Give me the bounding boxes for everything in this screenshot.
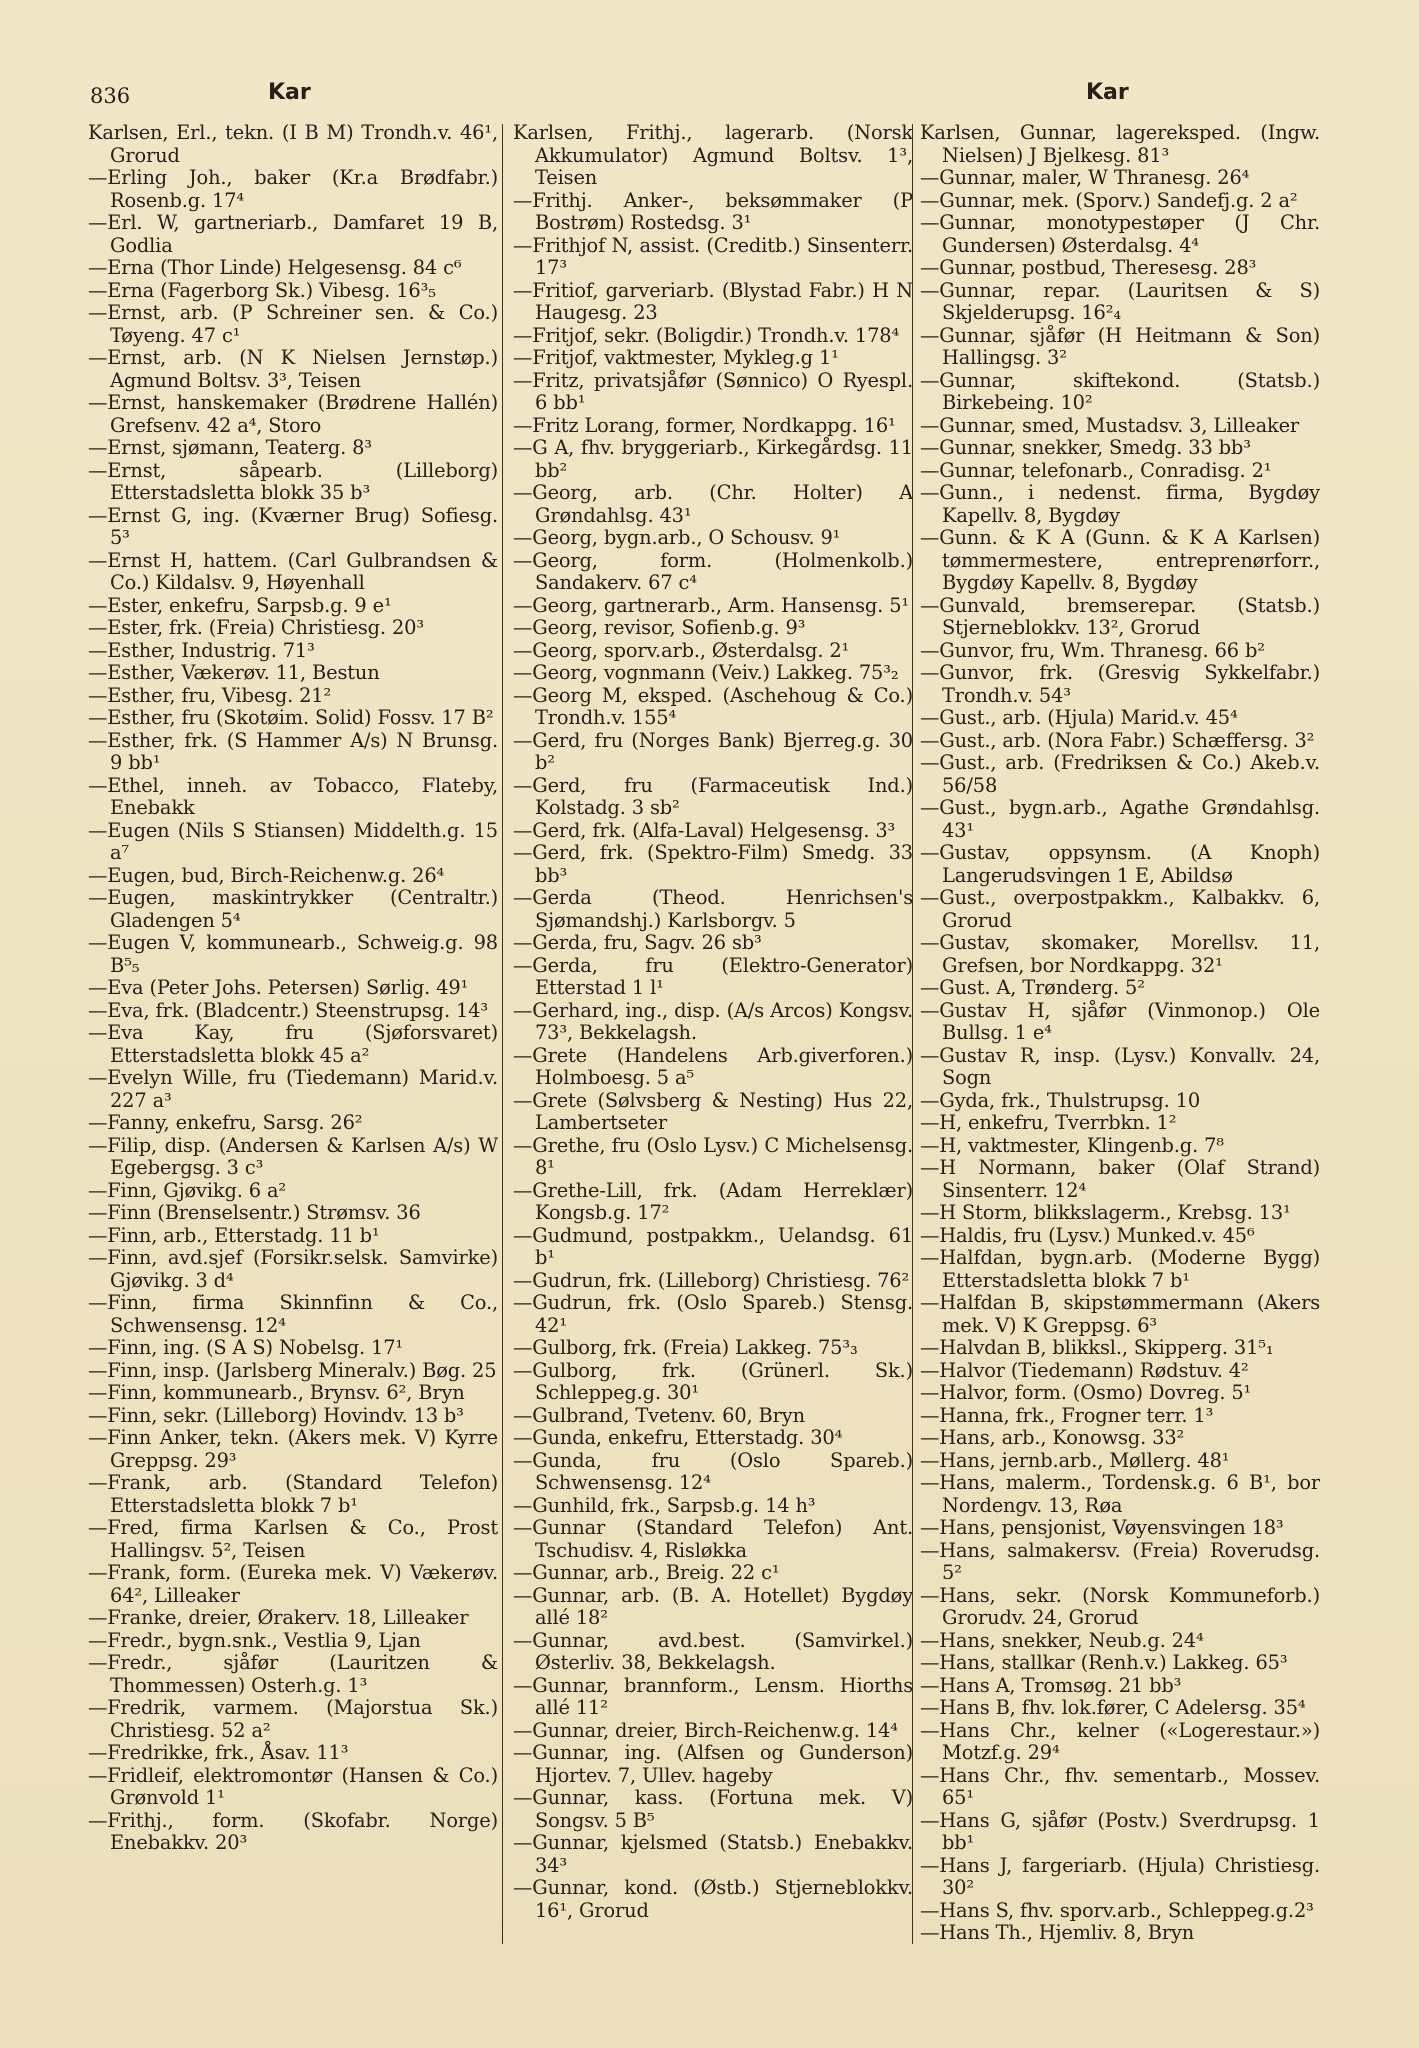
- directory-entry: —Georg, vognmann (Veiv.) Lakkeg. 75³₂: [513, 661, 899, 684]
- directory-entry: —Gunda, enkefru, Etterstadg. 30⁴: [513, 1426, 843, 1449]
- directory-entry: —Gunvald, bremserepar. (Statsb.) Stjerneblokkv. 13², Grorud: [920, 593, 1320, 639]
- directory-entry: —Ester, enkefru, Sarpsb.g. 9 e¹: [88, 593, 392, 617]
- directory-entry: —Gunnar, arb., Breig. 22 c¹: [513, 1561, 780, 1584]
- directory-entry: —Halvor (Tiedemann) Rødstuv. 4²: [920, 1358, 1249, 1382]
- directory-entry: —Georg, arb. (Chr. Holter) A Grøndahlsg. 43¹: [513, 481, 913, 527]
- directory-entry: —Hans Chr., fhv. sementarb., Mossev. 65¹: [920, 1763, 1320, 1809]
- directory-entry: —Fritz Lorang, former, Nordkappg. 16¹: [513, 413, 896, 437]
- directory-entry: —Gunnar, kass. (Fortuna mek. V) Songsv. 5 B⁵: [513, 1786, 913, 1832]
- directory-entry: —Gustav, oppsynsm. (A Knoph) Langerudsvingen 1 E, Abildsø: [920, 841, 1320, 887]
- directory-entry: —Gust., overpostpakkm., Kalbakkv. 6, Grorud: [920, 886, 1320, 932]
- directory-entry: —Frank, form. (Eureka mek. V) Vækerøv. 64², Lilleaker: [88, 1561, 498, 1607]
- directory-entry: —Esther, frk. (S Hammer A/s) N Brunsg. 9 bb¹: [88, 728, 498, 774]
- directory-entry: —Gunnar, skiftekond. (Statsb.) Birkebeing. 10²: [920, 368, 1320, 414]
- directory-entry: —Hans G, sjåfør (Postv.) Sverdrupsg. 1 bb¹: [920, 1808, 1320, 1854]
- directory-entry: —Hans, arb., Konowsg. 33²: [920, 1426, 1185, 1449]
- directory-entry: —Gerda (Theod. Henrichsen's Sjømandshj.) Karlsborgv. 5: [513, 886, 913, 932]
- directory-entry: —Gunnar, postbud, Theresesg. 28³: [920, 256, 1257, 279]
- directory-entry: —Hans, sekr. (Norsk Kommuneforb.) Grorudv. 24, Grorud: [920, 1583, 1320, 1629]
- directory-entry: —Fred, firma Karlsen & Co., Prost Hallingsv. 5², Teisen: [88, 1516, 498, 1562]
- directory-entry: —Ester, frk. (Freia) Christiesg. 20³: [88, 616, 424, 639]
- directory-entry: —Halfdan B, skipstømmermann (Akers mek. V) K Greppsg. 6³: [920, 1291, 1320, 1337]
- directory-entry: —Hans, stallkar (Renh.v.) Lakkeg. 65³: [920, 1651, 1288, 1674]
- directory-entry: —Fritjof, vaktmester, Mykleg.g 1¹: [513, 346, 839, 369]
- directory-entry: —Franke, dreier, Ørakerv. 18, Lilleaker: [88, 1606, 469, 1629]
- directory-entry: —Gudrun, frk. (Oslo Spareb.) Stensg. 42¹: [513, 1291, 913, 1337]
- directory-entry: —Gulborg, frk. (Grünerl. Sk.) Schleppeg.g. 30¹: [513, 1358, 913, 1404]
- directory-entry: —Gunvor, frk. (Gresvig Sykkelfabr.) Trondh.v. 54³: [920, 661, 1320, 707]
- running-head-right: Kar: [1086, 80, 1129, 105]
- directory-entry: —Gunda, fru (Oslo Spareb.) Schwensensg. 12⁴: [513, 1448, 913, 1494]
- directory-entry: —Gustav R, insp. (Lysv.) Konvallv. 24, Sogn: [920, 1043, 1320, 1089]
- directory-entry: —Ernst, sjømann, Teaterg. 8³: [88, 436, 372, 459]
- directory-entry: —Hans, salmakersv. (Freia) Roverudsg. 5²: [920, 1538, 1320, 1584]
- directory-entry: —Grethe, fru (Oslo Lysv.) C Michelsensg. 8¹: [513, 1133, 913, 1179]
- directory-entry: —Georg, bygn.arb., O Schousv. 9¹: [513, 526, 841, 549]
- directory-entry: —Hans J, fargeriarb. (Hjula) Christiesg. 30²: [920, 1853, 1320, 1899]
- directory-entry: —Finn, avd.sjef (Forsikr.selsk. Samvirke) Gjøvikg. 3 d⁴: [88, 1246, 498, 1292]
- directory-entry: —Gust., bygn.arb., Agathe Grøndahlsg. 43¹: [920, 796, 1320, 842]
- directory-entry: —Georg, revisor, Sofienb.g. 9³: [513, 616, 806, 639]
- directory-entry: —Finn, ing. (S A S) Nobelsg. 17¹: [88, 1336, 404, 1359]
- directory-entry: —Hans, malerm., Tordensk.g. 6 B¹, bor Nordengv. 13, Røa: [920, 1471, 1320, 1517]
- directory-entry: —Fritjof, sekr. (Boligdir.) Trondh.v. 178⁴: [513, 323, 900, 347]
- page-number: 836: [90, 84, 131, 108]
- directory-entry: —Eva (Peter Johs. Petersen) Sørlig. 49¹: [88, 976, 469, 999]
- directory-entry: —Gustav, skomaker, Morellsv. 11, Grefsen, bor Nordkappg. 32¹: [920, 931, 1320, 977]
- directory-entry: —Finn (Brenselsentr.) Strømsv. 36: [88, 1201, 421, 1224]
- directory-entry: —Gunnar, avd.best. (Samvirkel.) Østerliv. 38, Bekkelagsh.: [513, 1628, 913, 1674]
- column-1: [88, 122, 498, 1962]
- directory-entry: —Gulbrand, Tvetenv. 60, Bryn: [513, 1403, 805, 1427]
- directory-entry: —Gunnar, brannform., Lensm. Hiorths allé 11²: [513, 1673, 913, 1719]
- directory-entry: —Gerda, fru (Elektro-Generator) Etterstad 1 l¹: [513, 953, 913, 999]
- directory-entry: —Finn, arb., Etterstadg. 11 b¹: [88, 1223, 380, 1247]
- column-divider: [502, 124, 503, 1944]
- directory-entry: Karlsen, Gunnar, lagereksped. (Ingw. Nielsen) J Bjelkesg. 81³: [920, 122, 1320, 167]
- directory-entry: —Gunnar, kond. (Østb.) Stjerneblokkv. 16¹, Grorud: [513, 1876, 913, 1922]
- directory-entry: —Erna (Thor Linde) Helgesensg. 84 c⁶: [88, 256, 462, 279]
- directory-entry: —Gulborg, frk. (Freia) Lakkeg. 75³₃: [513, 1336, 858, 1359]
- directory-entry: —Finn, insp. (Jarlsberg Mineralv.) Bøg. 25: [88, 1358, 497, 1382]
- directory-entry: —Filip, disp. (Andersen & Karlsen A/s) W Egebergsg. 3 c³: [88, 1133, 498, 1179]
- directory-entry: —Ernst G, ing. (Kværner Brug) Sofiesg. 5³: [88, 503, 498, 549]
- directory-entry: —Gunnar, maler, W Thranesg. 26⁴: [920, 166, 1250, 189]
- directory-entry: —Halvor, form. (Osmo) Dovreg. 5¹: [920, 1381, 1252, 1404]
- directory-entry: —Gunn. & K A (Gunn. & K A Karlsen) tømmermestere, entreprenørforr., Bygdøy Kapellv. 8, Bygdøy: [920, 526, 1320, 594]
- directory-entry: —H, vaktmester, Klingenb.g. 7⁸: [920, 1133, 1224, 1157]
- directory-entry: —Gerd, fru (Norges Bank) Bjerreg.g. 30 b²: [513, 728, 913, 774]
- directory-entry: —Gust., arb. (Fredriksen & Co.) Akeb.v. 56/58: [920, 751, 1320, 797]
- directory-entry: —Finn Anker, tekn. (Akers mek. V) Kyrre Greppsg. 29³: [88, 1426, 498, 1472]
- directory-entry: —H Normann, baker (Olaf Strand) Sinsenterr. 12⁴: [920, 1156, 1320, 1202]
- directory-entry: —Gunnar, monotypestøper (J Chr. Gundersen) Østerdalsg. 4⁴: [920, 211, 1320, 257]
- directory-entry: —Gunnar, ing. (Alfsen og Gunderson) Hjortev. 7, Ullev. hageby: [513, 1741, 913, 1787]
- directory-entry: —Finn, kommunearb., Brynsv. 6², Bryn: [88, 1381, 465, 1404]
- directory-entry: —Hans, jernb.arb., Møllerg. 48¹: [920, 1448, 1230, 1472]
- directory-entry: —Fanny, enkefru, Sarsg. 26²: [88, 1111, 363, 1134]
- directory-entry: —Gunnar, kjelsmed (Statsb.) Enebakkv. 34³: [513, 1831, 913, 1877]
- directory-entry: —H, enkefru, Tverrbkn. 1²: [920, 1111, 1177, 1134]
- directory-entry: —Ethel, inneh. av Tobacco, Flateby, Enebakk: [88, 773, 498, 819]
- directory-entry: —Ernst, hanskemaker (Brødrene Hallén) Grefsenv. 42 a⁴, Storo: [88, 391, 498, 437]
- directory-entry: —Gunnar, smed, Mustadsv. 3, Lilleaker: [920, 413, 1300, 437]
- directory-entry: —Eugen (Nils S Stiansen) Middelth.g. 15 a⁷: [88, 818, 498, 864]
- directory-entry: —Fredrik, varmem. (Majorstua Sk.) Christiesg. 52 a²: [88, 1696, 498, 1742]
- directory-entry: —Eva Kay, fru (Sjøforsvaret) Etterstadsletta blokk 45 a²: [88, 1021, 498, 1067]
- directory-entry: —Gudmund, postpakkm., Uelandsg. 61 b¹: [513, 1223, 913, 1269]
- directory-entry: —Fritiof, garveriarb. (Blystad Fabr.) H N Haugesg. 23: [513, 278, 913, 324]
- directory-entry: —Grethe-Lill, frk. (Adam Herreklær) Kongsb.g. 17²: [513, 1178, 913, 1224]
- directory-entry: —Grete (Handelens Arb.giverforen.) Holmboesg. 5 a⁵: [513, 1043, 913, 1089]
- directory-entry: —Finn, sekr. (Lilleborg) Hovindv. 13 b³: [88, 1403, 464, 1427]
- directory-entry: —Grete (Sølvsberg & Nesting) Hus 22, Lambertseter: [513, 1088, 913, 1134]
- directory-entry: —Esther, fru (Skotøim. Solid) Fossv. 17 B²: [88, 706, 494, 729]
- directory-entry: —Georg, sporv.arb., Østerdalsg. 2¹: [513, 638, 850, 662]
- directory-entry: —Frithj. Anker-, beksømmaker (P Bostrøm) Rostedsg. 3¹: [513, 188, 913, 234]
- directory-entry: —Georg, form. (Holmenkolb.) Sandakerv. 67 c⁴: [513, 548, 913, 594]
- directory-entry: —Gunnar, snekker, Smedg. 33 bb³: [920, 436, 1251, 459]
- directory-entry: —Frithjof N, assist. (Creditb.) Sinsenterr. 17³: [513, 233, 913, 279]
- directory-entry: —Gunnar, sjåfør (H Heitmann & Son) Hallingsg. 3²: [920, 323, 1320, 369]
- directory-entry: —Frank, arb. (Standard Telefon) Etterstadsletta blokk 7 b¹: [88, 1471, 498, 1517]
- directory-entry: —Gunnar, telefonarb., Conradisg. 2¹: [920, 458, 1272, 482]
- directory-entry: —Gunnar, mek. (Sporv.) Sandefj.g. 2 a²: [920, 188, 1298, 212]
- directory-entry: —Eugen V, kommunearb., Schweig.g. 98 B⁵₅: [88, 931, 498, 977]
- directory-entry: —Halfdan, bygn.arb. (Moderne Bygg) Etterstadsletta blokk 7 b¹: [920, 1246, 1320, 1292]
- directory-entry: —Hans S, fhv. sporv.arb., Schleppeg.g.2³: [920, 1898, 1314, 1922]
- directory-entry: —Gyda, frk., Thulstrupsg. 10: [920, 1088, 1201, 1112]
- column-2: [513, 122, 913, 1962]
- directory-entry: —Hans, snekker, Neub.g. 24⁴: [920, 1628, 1204, 1652]
- page-header: [0, 78, 1419, 118]
- directory-entry: —Erl. W, gartneriarb., Damfaret 19 B, Godlia: [88, 211, 498, 257]
- directory-entry: —Esther, Vækerøv. 11, Bestun: [88, 661, 380, 684]
- directory-entry: Karlsen, Frithj., lagerarb. (Norsk Akkumulator) Agmund Boltsv. 1³, Teisen: [513, 122, 913, 189]
- directory-entry: —Gunvor, fru, Wm. Thranesg. 66 b²: [920, 638, 1265, 662]
- directory-entry: —Fridleif, elektromontør (Hansen & Co.) Grønvold 1¹: [88, 1763, 498, 1809]
- directory-entry: —Ernst H, hattem. (Carl Gulbrandsen & Co.) Kildalsv. 9, Høyenhall: [88, 548, 498, 594]
- directory-entry: —Gerd, fru (Farmaceutisk Ind.) Kolstadg. 3 sb²: [513, 773, 913, 819]
- directory-entry: —Hanna, frk., Frogner terr. 1³: [920, 1403, 1214, 1427]
- directory-entry: —H Storm, blikkslagerm., Krebsg. 13¹: [920, 1201, 1291, 1224]
- directory-entry: —Gust. A, Trønderg. 5²: [920, 976, 1145, 999]
- directory-entry: —Gunnar (Standard Telefon) Ant. Tschudisv. 4, Risløkka: [513, 1516, 913, 1562]
- directory-entry: —Gunhild, frk., Sarpsb.g. 14 h³: [513, 1493, 816, 1517]
- directory-entry: —Gerda, fru, Sagv. 26 sb³: [513, 931, 762, 954]
- directory-entry: —Gustav H, sjåfør (Vinmonop.) Ole Bullsg. 1 e⁴: [920, 998, 1320, 1044]
- directory-entry: —Georg M, eksped. (Aschehoug & Co.) Trondh.v. 155⁴: [513, 683, 913, 729]
- directory-entry: —Ernst, arb. (P Schreiner sen. & Co.) Tøyeng. 47 c¹: [88, 301, 498, 347]
- directory-entry: —Eva, frk. (Bladcentr.) Steenstrupsg. 14³: [88, 998, 488, 1022]
- column-3: [920, 122, 1320, 1962]
- directory-entry: —Gerd, frk. (Alfa-Laval) Helgesensg. 3³: [513, 818, 896, 842]
- directory-entry: —Frithj., form. (Skofabr. Norge) Enebakkv. 20³: [88, 1808, 498, 1854]
- directory-entry: —G A, fhv. bryggeriarb., Kirkegårdsg. 11 bb²: [513, 436, 913, 482]
- directory-entry: —Georg, gartnerarb., Arm. Hansensg. 5¹: [513, 593, 910, 617]
- directory-entry: —Esther, Industrig. 71³: [88, 638, 315, 662]
- directory-entry: —Gerhard, ing., disp. (A/s Arcos) Kongsv. 73³, Bekkelagsh.: [513, 998, 913, 1044]
- directory-entry: —Gerd, frk. (Spektro-Film) Smedg. 33 bb³: [513, 841, 913, 887]
- directory-entry: —Fredr., sjåfør (Lauritzen & Thommessen) Osterh.g. 1³: [88, 1651, 498, 1697]
- directory-entry: —Hans A, Tromsøg. 21 bb³: [920, 1673, 1182, 1697]
- directory-entry: —Hans Th., Hjemliv. 8, Bryn: [920, 1921, 1195, 1944]
- directory-entry: —Gudrun, frk. (Lilleborg) Christiesg. 76²: [513, 1268, 910, 1292]
- directory-entry: —Haldis, fru (Lysv.) Munked.v. 45⁶: [920, 1223, 1255, 1247]
- directory-entry: —Hans Chr., kelner («Logerestaur.») Motzf.g. 29⁴: [920, 1718, 1320, 1764]
- directory-entry: —Gunnar, dreier, Birch-Reichenw.g. 14⁴: [513, 1718, 898, 1742]
- directory-entry: —Finn, Gjøvikg. 6 a²: [88, 1178, 287, 1202]
- directory-entry: —Evelyn Wille, fru (Tiedemann) Marid.v. 227 a³: [88, 1066, 498, 1112]
- directory-entry: Karlsen, Erl., tekn. (I B M) Trondh.v. 46¹, Grorud: [88, 122, 498, 167]
- directory-entry: —Fritz, privatsjåfør (Sønnico) O Ryespl. 6 bb¹: [513, 368, 913, 414]
- directory-entry: —Gunn., i nedenst. firma, Bygdøy Kapellv. 8, Bygdøy: [920, 481, 1320, 527]
- directory-entry: —Esther, fru, Vibesg. 21²: [88, 683, 332, 707]
- directory-entry: —Finn, firma Skinnfinn & Co., Schwensensg. 12⁴: [88, 1291, 498, 1337]
- directory-entry: —Gunnar, repar. (Lauritsen & S) Skjelderupsg. 16²₄: [920, 278, 1320, 324]
- directory-entry: —Fredr., bygn.snk., Vestlia 9, Ljan: [88, 1628, 421, 1652]
- directory-entry: —Hans, pensjonist, Vøyensvingen 18³: [920, 1516, 1284, 1539]
- directory-entry: —Eugen, maskintrykker (Centraltr.) Gladengen 5⁴: [88, 886, 498, 932]
- directory-entry: —Fredrikke, frk., Åsav. 11³: [88, 1741, 349, 1764]
- directory-entry: —Halvdan B, blikksl., Skipperg. 31⁵₁: [920, 1336, 1274, 1359]
- directory-entry: —Erling Joh., baker (Kr.a Brødfabr.) Rosenb.g. 17⁴: [88, 166, 498, 212]
- directory-entry: —Gust., arb. (Hjula) Marid.v. 45⁴: [920, 706, 1238, 729]
- running-head-left: Kar: [268, 80, 311, 105]
- directory-entry: —Gunnar, arb. (B. A. Hotellet) Bygdøy allé 18²: [513, 1583, 913, 1629]
- directory-entry: —Hans B, fhv. lok.fører, C Adelersg. 35⁴: [920, 1696, 1306, 1719]
- directory-entry: —Gust., arb. (Nora Fabr.) Schæffersg. 3²: [920, 728, 1315, 752]
- directory-entry: —Erna (Fagerborg Sk.) Vibesg. 16³₅: [88, 278, 436, 302]
- directory-entry: —Ernst, såpearb. (Lilleborg) Etterstadsletta blokk 35 b³: [88, 458, 498, 504]
- directory-entry: —Ernst, arb. (N K Nielsen Jernstøp.) Agmund Boltsv. 3³, Teisen: [88, 346, 498, 392]
- directory-entry: —Eugen, bud, Birch-Reichenw.g. 26⁴: [88, 863, 445, 887]
